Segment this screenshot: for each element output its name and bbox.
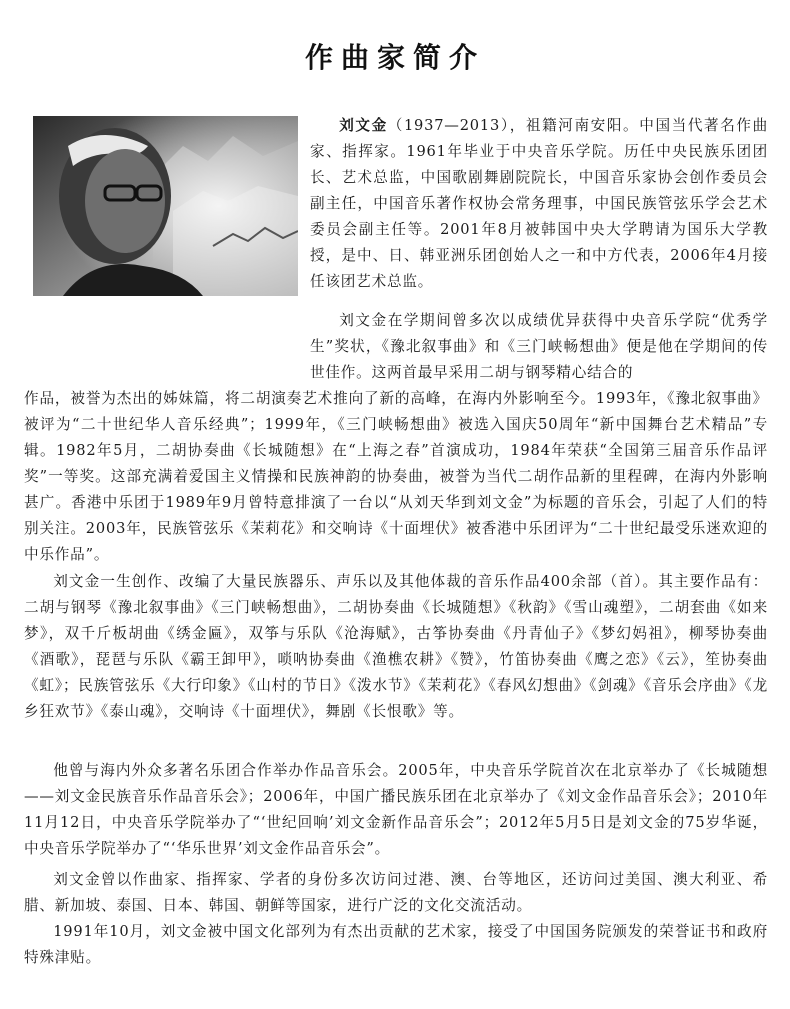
bio-paragraph-honors: 1991年10月，刘文金被中国文化部列为有杰出贡献的艺术家，接受了中国国务院颁发的荣誉证书和政府特殊津贴。: [24, 923, 768, 966]
intro-text: （1937—2013），祖籍河南安阳。中国当代著名作曲家、指挥家。1961年毕业于中央音乐学院。历任中央民族乐团团长、艺术总监，中国歌剧舞剧院院长，中国音乐家协会创作委员会副主任，中国音乐著作权协会常务理事，中国民族管弦乐学会艺术委员会副主任等。2001年8月被韩国中央大学聘请为国乐大学教授，是中、日、韩亚洲乐团创始人之一和中方代表，2006年4月接任该团艺术总监。: [310, 117, 768, 290]
bio-paragraph-travels: 刘文金曾以作曲家、指挥家、学者的身份多次访问过港、澳、台等地区，还访问过美国、澳大利亚、希腊、新加坡、泰国、日本、韩国、朝鲜等国家，进行广泛的文化交流活动。: [24, 871, 768, 914]
bio-paragraph-works: 刘文金一生创作、改编了大量民族器乐、声乐以及其他体裁的音乐作品400余部（首）。其主要作品有：二胡与钢琴《豫北叙事曲》《三门峡畅想曲》，二胡协奏曲《长城随想》《秋韵》《雪山魂塑》，二胡套曲《如来梦》，双千斤板胡曲《绣金匾》，双筝与乐队《沧海赋》，古筝协奏曲《丹青仙子》《梦幻妈祖》，柳琴协奏曲《酒歌》，琵琶与乐队《霸王卸甲》，唢呐协奏曲《渔樵农耕》《赞》，竹笛协奏曲《鹰之恋》《云》，笙协奏曲《虹》；民族管弦乐《大行印象》《山村的节日》《泼水节》《茉莉花》《春风幻想曲》《剑魂》《音乐会序曲》《龙乡狂欢节》《泰山魂》，交响诗《十面埋伏》，舞剧《长恨歌》等。: [24, 573, 768, 720]
bio-paragraph-concerts: 他曾与海内外众多著名乐团合作举办作品音乐会。2005年，中央音乐学院首次在北京举办了《长城随想——刘文金民族音乐作品音乐会》；2006年，中国广播民族乐团在北京举办了《刘文金作品音乐会》；2010年11月12日，中央音乐学院举办了“‘世纪回响’刘文金新作品音乐会”；2012年5月5日是刘文金的75岁华诞，中央音乐学院举办了“‘华乐世界’刘文金作品音乐会”。: [24, 762, 768, 857]
composer-name: 刘文金: [339, 117, 388, 134]
page-title: 作曲家简介: [304, 41, 485, 74]
bio-paragraph-intro: [310, 113, 768, 295]
composer-portrait: [33, 116, 298, 296]
bio-paragraph-study-cont: 作品，被誉为杰出的姊妹篇，将二胡演奏艺术推向了新的高峰，在海内外影响至今。1993年，《豫北叙事曲》被评为“二十世纪华人音乐经典”；1999年，《三门峡畅想曲》被选入国庆50周年“新中国舞台艺术精品”专辑。1982年5月，二胡协奏曲《长城随想》在“上海之春”首演成功，1984年荣获“全国第三届音乐作品评奖”一等奖。这部充满着爱国主义情操和民族神韵的协奏曲，被誉为当代二胡作品新的里程碑，在海内外影响甚广。香港中乐团于1989年9月曾特意排演了一台以“从刘天华到刘文金”为标题的音乐会，引起了人们的特别关注。2003年，民族管弦乐《茉莉花》和交响诗《十面埋伏》被香港中乐团评为“二十世纪最受乐迷欢迎的中乐作品”。: [24, 390, 768, 563]
bio-paragraph-study-top: 刘文金在学期间曾多次以成绩优异获得中央音乐学院“优秀学生”奖状，《豫北叙事曲》和《三门峡畅想曲》便是他在学期间的传世佳作。这两首最早采用二胡与钢琴精心结合的: [310, 312, 768, 381]
